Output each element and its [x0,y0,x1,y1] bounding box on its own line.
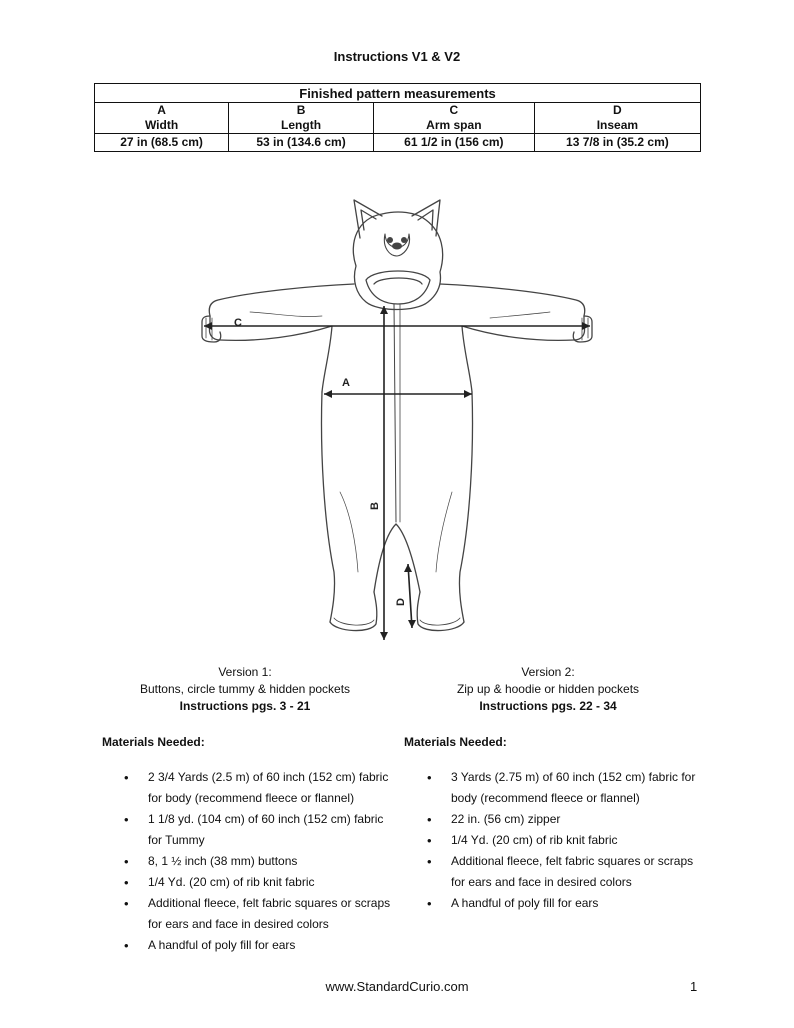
list-item: • A handful of poly fill for ears [427,893,697,914]
page-title: Instructions V1 & V2 [333,49,461,64]
label-a: A [342,377,350,389]
version-subtitle: Zip up & hoodie or hidden pockets [456,682,640,696]
materials-heading-v1: Materials Needed: [102,735,205,749]
list-item: • 2 3/4 Yards (2.5 m) of 60 inch (152 cm) fabric for body (recommend fleece or flannel) [124,767,394,809]
label-d: D [395,598,407,606]
table-value-cell: 27 in (68.5 cm) [95,134,229,152]
list-item: • Additional fleece, felt fabric squares or scraps for ears and face in desired colors [427,851,697,893]
table-header-cell [229,103,374,134]
table-header-row [95,103,701,134]
column-letter: A [157,103,166,117]
materials-list-v1 [124,767,394,956]
version-subtitle: Buttons, circle tummy & hidden pockets [139,682,351,696]
table-header-cell [534,103,700,134]
onesie-outline [202,200,592,631]
version-2-block [398,664,698,715]
table-header-cell [373,103,534,134]
table-values-row [95,134,701,152]
materials-heading-v2: Materials Needed: [404,735,507,749]
table-value-cell: 53 in (134.6 cm) [229,134,374,152]
measurement-lines [204,306,590,640]
list-item: • Additional fleece, felt fabric squares or scraps for ears and face in desired colors [124,893,394,935]
version-pages: Instructions pgs. 22 - 34 [479,699,617,713]
table-value-cell: 13 7/8 in (35.2 cm) [534,134,700,152]
column-letter: C [449,103,459,117]
column-name: Inseam [596,118,639,132]
table-header-cell [95,103,229,134]
list-item: • 22 in. (56 cm) zipper [427,809,697,830]
column-name: Width [144,118,179,132]
list-item: • 8, 1 ½ inch (38 mm) buttons [124,851,394,872]
materials-list-v2 [427,767,697,914]
list-item: • A handful of poly fill for ears [124,935,394,956]
table-value-cell: 61 1/2 in (156 cm) [373,134,534,152]
column-letter: D [613,103,622,117]
version-title: Version 1: [218,665,272,679]
measurements-table [94,83,701,152]
onesie-diagram [190,192,604,644]
label-b: B [369,502,381,510]
version-1-block [95,664,395,715]
list-item: • 1 1/8 yd. (104 cm) of 60 inch (152 cm) fabric for Tummy [124,809,394,851]
label-c: C [234,317,242,329]
list-item: • 1/4 Yd. (20 cm) of rib knit fabric [427,830,697,851]
version-title: Version 2: [521,665,575,679]
version-pages: Instructions pgs. 3 - 21 [179,699,311,713]
column-name: Arm span [426,118,482,132]
footer-url: www.StandardCurio.com [325,979,469,994]
table-caption: Finished pattern measurements [95,84,701,103]
column-name: Length [281,118,322,132]
list-item: • 3 Yards (2.75 m) of 60 inch (152 cm) fabric for body (recommend fleece or flannel) [427,767,697,809]
list-item: • 1/4 Yd. (20 cm) of rib knit fabric [124,872,394,893]
column-letter: B [296,103,306,117]
page-number: 1 [690,979,698,994]
